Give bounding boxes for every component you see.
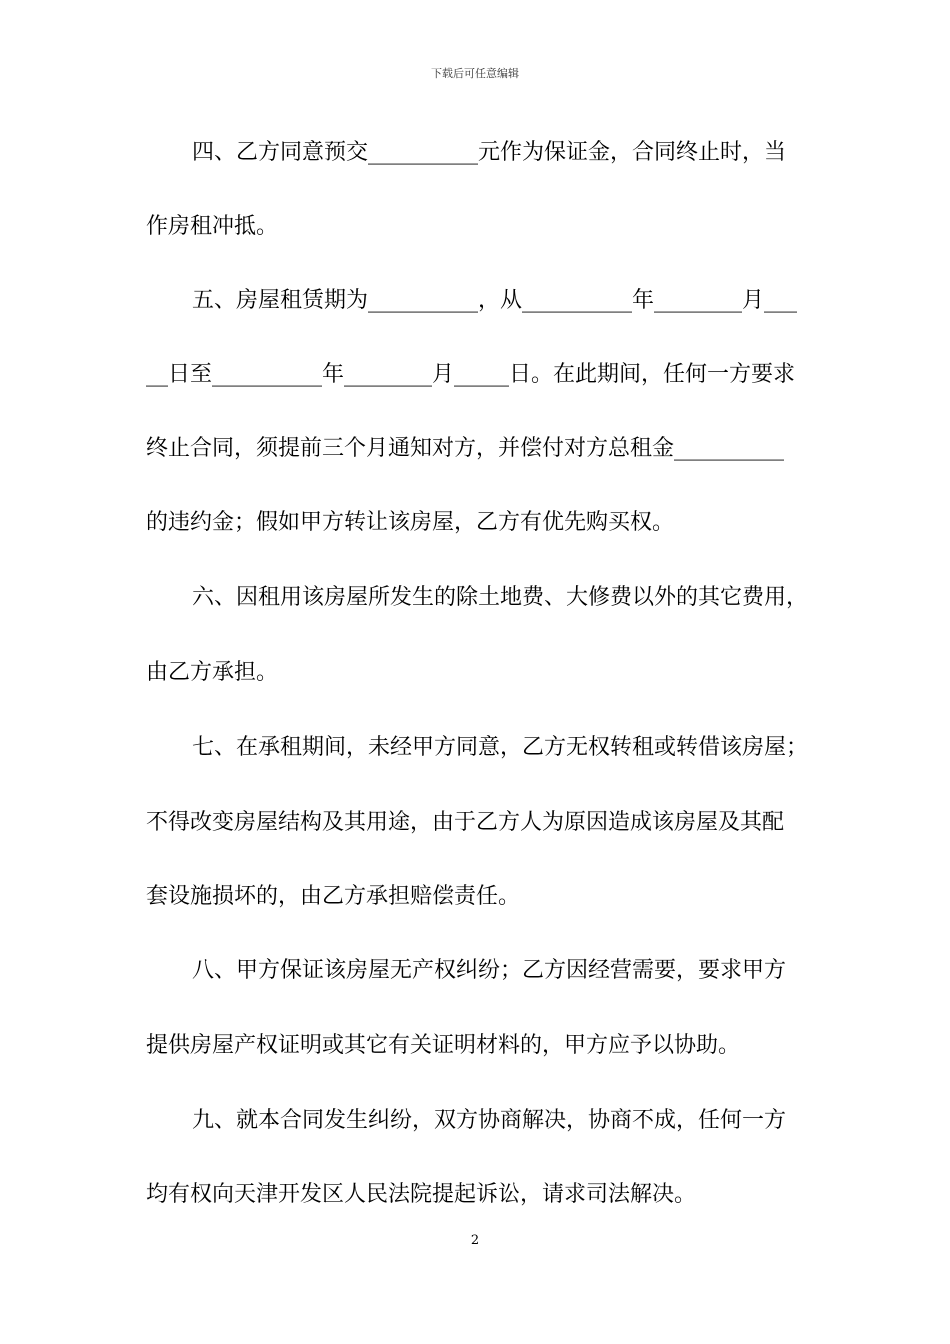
clause-7-line-1: 七、在承租期间，未经甲方同意，乙方无权转租或转借该房屋；: [192, 735, 809, 760]
clause-5-line-1: 五、房屋租赁期为__________，从__________年________月___: [192, 288, 798, 313]
clause-9-line-1: 九、就本合同发生纠纷，双方协商解决，协商不成，任何一方: [192, 1108, 787, 1133]
clause-7-line-2: 不得改变房屋结构及其用途，由于乙方人为原因造成该房屋及其配: [146, 810, 785, 835]
clause-8-line-2: 提供房屋产权证明或其它有关证明材料的，甲方应予以协助。: [146, 1033, 741, 1058]
clause-7-line-3: 套设施损坏的，由乙方承担赔偿责任。: [146, 884, 521, 909]
page-number: 2: [470, 1233, 480, 1248]
clause-5-line-4: 的违约金；假如甲方转让该房屋，乙方有优先购买权。: [146, 510, 675, 535]
clause-5-line-2: __日至__________年________月_____日。在此期间，任何一方要求: [146, 362, 796, 387]
page-header: 下载后可任意编辑: [431, 67, 519, 80]
clause-9-line-2: 均有权向天津开发区人民法院提起诉讼，请求司法解决。: [146, 1182, 697, 1207]
clause-5-line-3: 终止合同，须提前三个月通知对方，并偿付对方总租金__________: [146, 436, 785, 461]
clause-6-line-1: 六、因租用该房屋所发生的除土地费、大修费以外的其它费用，: [192, 585, 809, 610]
clause-4-line-2: 作房租冲抵。: [146, 214, 279, 239]
clause-8-line-1: 八、甲方保证该房屋无产权纠纷；乙方因经营需要，要求甲方: [192, 958, 787, 983]
clause-6-line-2: 由乙方承担。: [146, 660, 279, 685]
clause-4-line-1: 四、乙方同意预交__________元作为保证金，合同终止时，当: [192, 140, 787, 165]
